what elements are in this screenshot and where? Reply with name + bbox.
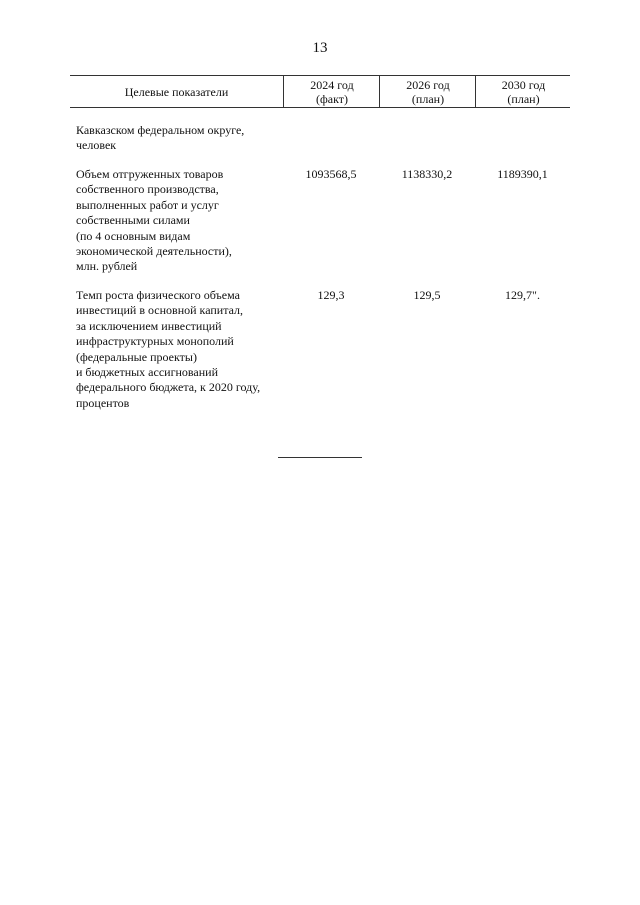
header-cell-2030 [475,76,571,107]
indicator-name: Объем отгруженных товаров собственного производства, выполненных работ и услуг собственными силами (по 4 основным видам экономической деятельности), млн. рублей [76,167,232,274]
page-number: 13 [312,40,328,56]
indicator-name: Кавказском федеральном округе, человек [76,123,245,153]
value-2026: 129,5 [413,288,441,302]
header-label: Целевые показатели [124,84,229,99]
header-kind: (план) [507,91,540,106]
header-year: 2024 год [310,77,354,92]
header-cell-2024 [283,76,380,107]
header-kind: (факт) [315,91,348,106]
value-2030: 1189390,1 [497,167,548,181]
value-2024: 129,3 [317,288,345,302]
header-cell-2026 [379,76,476,107]
value-2030: 129,7". [505,288,540,302]
header-year: 2026 год [406,77,450,92]
value-2026: 1138330,2 [401,167,453,181]
header-cell-indicators [70,76,283,107]
value-2024: 1093568,5 [305,167,357,181]
header-kind: (план) [411,91,445,106]
header-year: 2030 год [501,77,546,92]
table-header [70,75,570,108]
indicator-name: Темп роста физического объема инвестиций в основной капитал, за исключением инвестиций инфраструктурных монополий (федеральные проекты) и бюджетных ассигнований федерального бюджета, к 2020 году, процентов [76,288,261,410]
end-divider [278,457,362,458]
